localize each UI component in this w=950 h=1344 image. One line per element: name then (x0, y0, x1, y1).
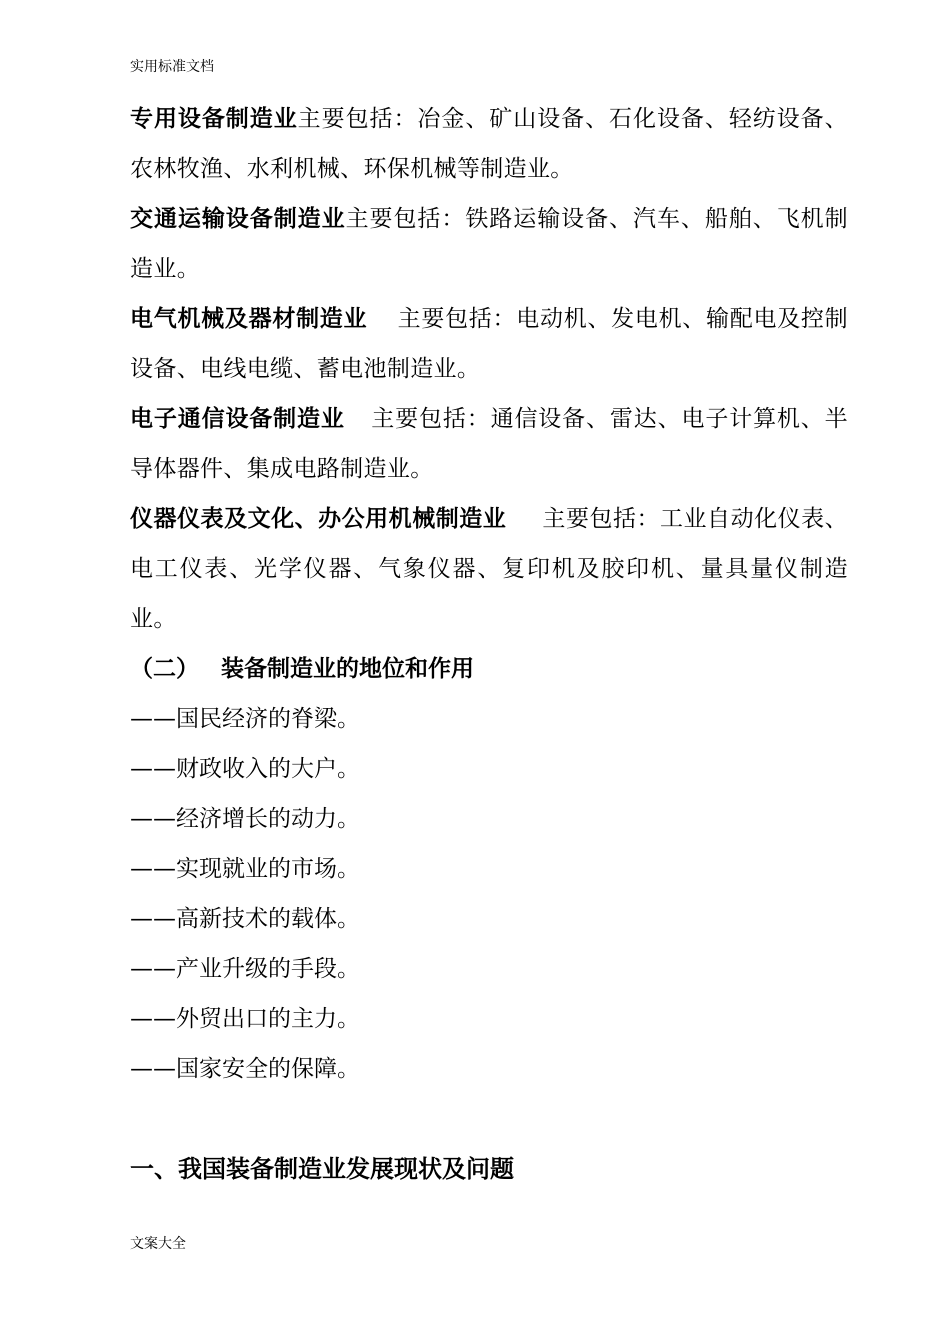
list-item: ——实现就业的市场。 (130, 856, 360, 882)
subheading (130, 644, 848, 694)
category-paragraph (130, 94, 848, 194)
section-title: 一、我国装备制造业发展现状及问题 (130, 1155, 514, 1183)
category-description: 主要包括：工业自动化仪表、电工仪表、光学仪器、气象仪器、复印机及胶印机、量具量仪制造业。 (130, 506, 848, 632)
category-paragraph (130, 394, 848, 494)
category-term: 电气机械及器材制造业 (130, 306, 368, 332)
category-term: 仪器仪表及文化、办公用机械制造业 (130, 506, 507, 532)
section-spacer (130, 1094, 848, 1144)
category-description: 主要包括：铁路运输设备、汽车、船舶、飞机制造业。 (130, 206, 848, 282)
list-item: ——高新技术的载体。 (130, 906, 360, 932)
category-description: 主要包括：冶金、矿山设备、石化设备、轻纺设备、农林牧渔、水利机械、环保机械等制造业。 (130, 106, 848, 182)
page-footer: 文案大全 (130, 1236, 186, 1252)
category-term: 交通运输设备制造业 (130, 206, 346, 232)
list-item: ——国民经济的脊梁。 (130, 706, 360, 732)
category-paragraph (130, 194, 848, 294)
category-description: 主要包括：通信设备、雷达、电子计算机、半导体器件、集成电路制造业。 (130, 406, 849, 482)
list-item: ——国家安全的保障。 (130, 1056, 360, 1082)
category-term: 电子通信设备制造业 (130, 406, 345, 432)
list-item: ——外贸出口的主力。 (130, 1006, 360, 1032)
list-item: ——经济增长的动力。 (130, 806, 360, 832)
category-term: 专用设备制造业 (130, 106, 298, 132)
category-paragraph (130, 494, 848, 644)
category-description: 主要包括：电动机、发电机、输配电及控制设备、电线电缆、蓄电池制造业。 (130, 306, 849, 382)
category-paragraph (130, 294, 848, 394)
subheading-title: 装备制造业的地位和作用 (221, 656, 474, 682)
page-header: 实用标准文档 (130, 59, 214, 75)
subheading-number: （二） (130, 656, 199, 682)
list-item: ——财政收入的大户。 (130, 756, 360, 782)
list-item: ——产业升级的手段。 (130, 956, 360, 982)
document-body (130, 94, 848, 1194)
